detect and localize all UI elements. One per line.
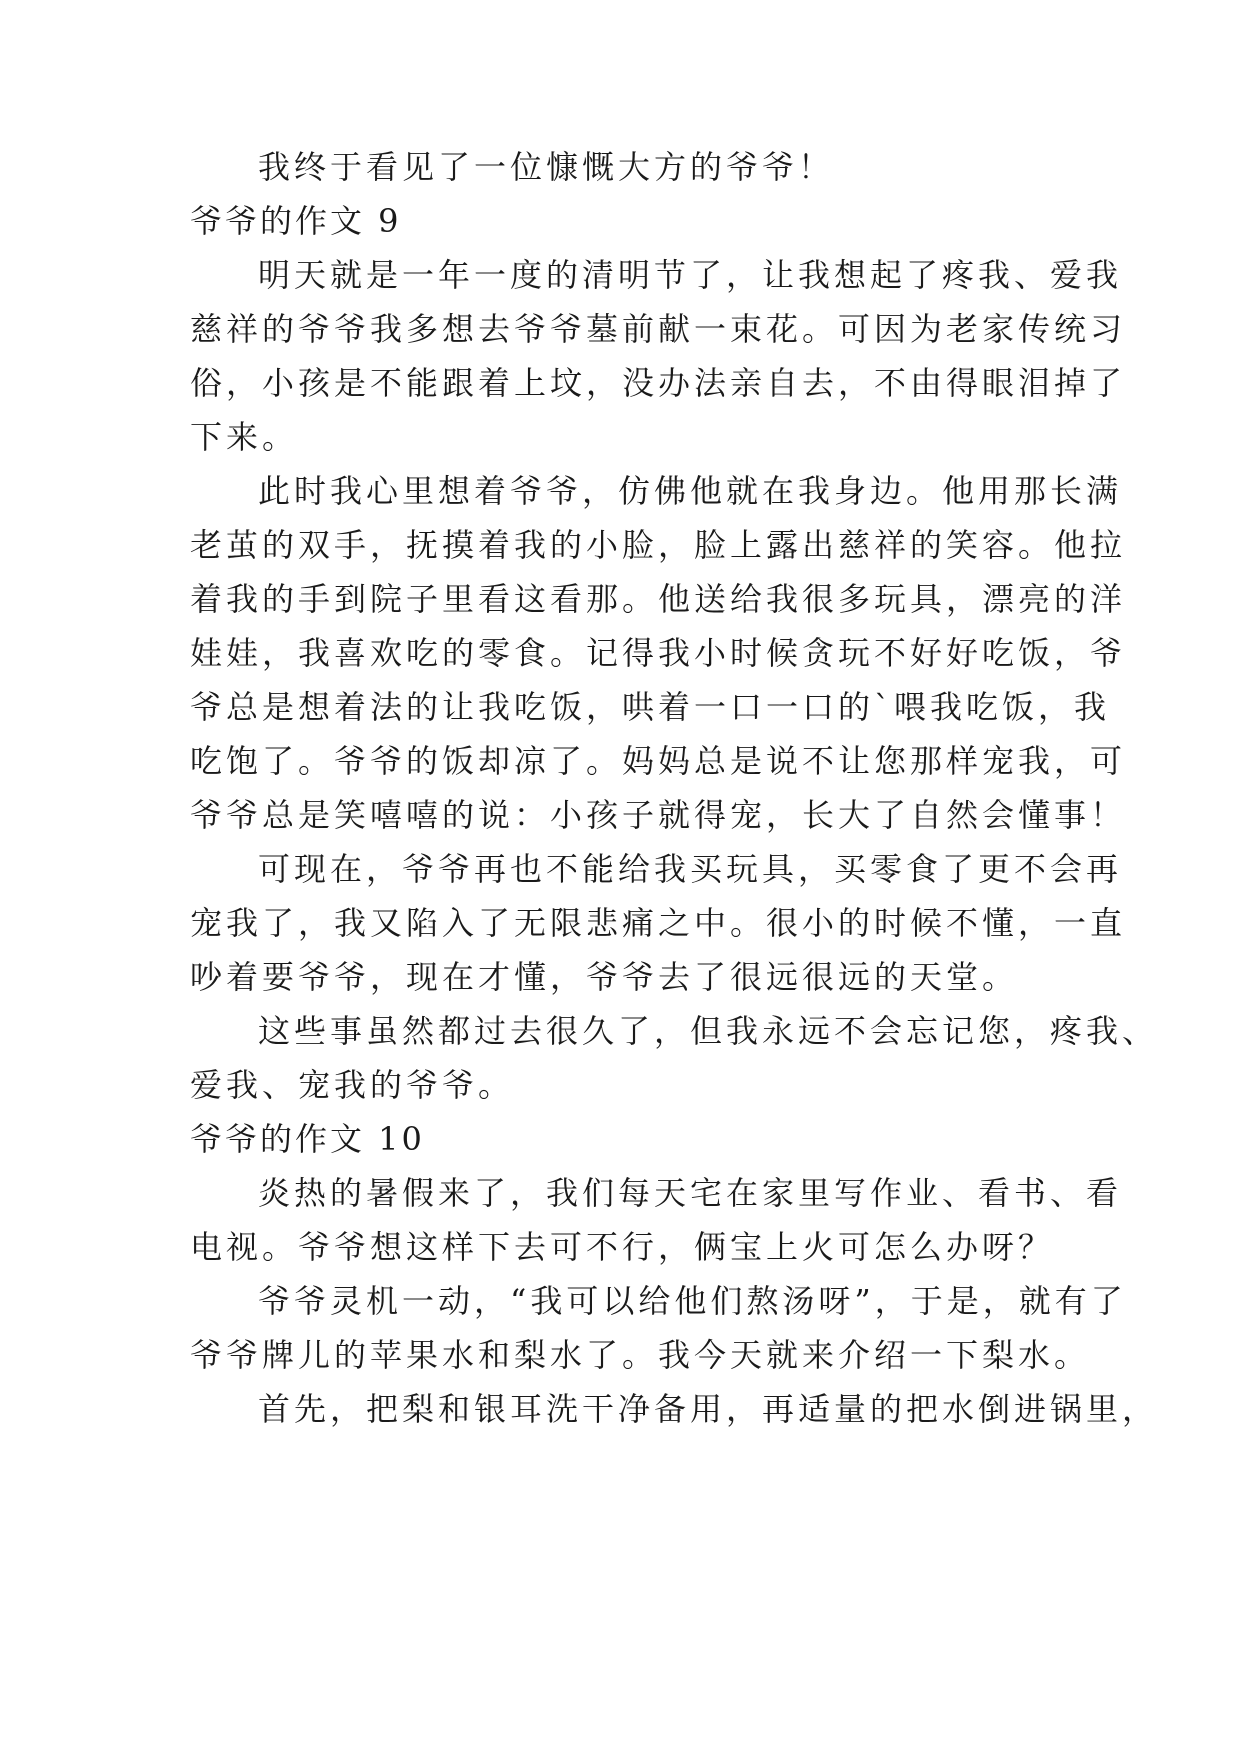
paragraph-line: 这些事虽然都过去很久了，但我永远不会忘记您，疼我、 [258,1012,1159,1050]
essay-heading: 爷爷的作文 9 [190,202,402,240]
paragraph-line: 炎热的暑假来了，我们每天宅在家里写作业、看书、看 [258,1174,1123,1212]
paragraph-line: 老茧的双手，抚摸着我的小脸，脸上露出慈祥的笑容。他拉 [190,526,1127,564]
paragraph-line: 爷爷总是笑嘻嘻的说：小孩子就得宠，长大了自然会懂事！ [190,796,1127,834]
paragraph-line: 此时我心里想着爷爷，仿佛他就在我身边。他用那长满 [258,472,1123,510]
paragraph-line: 慈祥的爷爷我多想去爷爷墓前献一束花。可因为老家传统习 [190,310,1127,348]
paragraph-line: 娃娃，我喜欢吃的零食。记得我小时候贪玩不好好吃饭，爷 [190,634,1127,672]
paragraph-line: 爷爷灵机一动，“我可以给他们熬汤呀”，于是，就有了 [258,1282,1127,1320]
paragraph-line: 我终于看见了一位慷慨大方的爷爷！ [258,148,835,186]
paragraph-line: 明天就是一年一度的清明节了，让我想起了疼我、爱我 [258,256,1123,294]
essay-heading: 爷爷的作文 10 [190,1120,425,1158]
paragraph-line: 电视。爷爷想这样下去可不行，俩宝上火可怎么办呀？ [190,1228,1055,1266]
paragraph-line: 爷总是想着法的让我吃饭，哄着一口一口的`喂我吃饭，我 [190,688,1111,726]
paragraph-line: 吃饱了。爷爷的饭却凉了。妈妈总是说不让您那样宠我，可 [190,742,1127,780]
paragraph-line: 首先，把梨和银耳洗干净备用，再适量的把水倒进锅里， [258,1390,1159,1428]
paragraph-line: 下来。 [190,418,299,456]
paragraph-line: 爷爷牌儿的苹果水和梨水了。我今天就来介绍一下梨水。 [190,1336,1091,1374]
paragraph-line: 可现在，爷爷再也不能给我买玩具，买零食了更不会再 [258,850,1123,888]
paragraph-line: 宠我了，我又陷入了无限悲痛之中。很小的时候不懂，一直 [190,904,1127,942]
paragraph-line: 俗，小孩是不能跟着上坟，没办法亲自去，不由得眼泪掉了 [190,364,1127,402]
paragraph-line: 吵着要爷爷，现在才懂，爷爷去了很远很远的天堂。 [190,958,1019,996]
paragraph-line: 着我的手到院子里看这看那。他送给我很多玩具，漂亮的洋 [190,580,1127,618]
paragraph-line: 爱我、宠我的爷爷。 [190,1066,515,1104]
